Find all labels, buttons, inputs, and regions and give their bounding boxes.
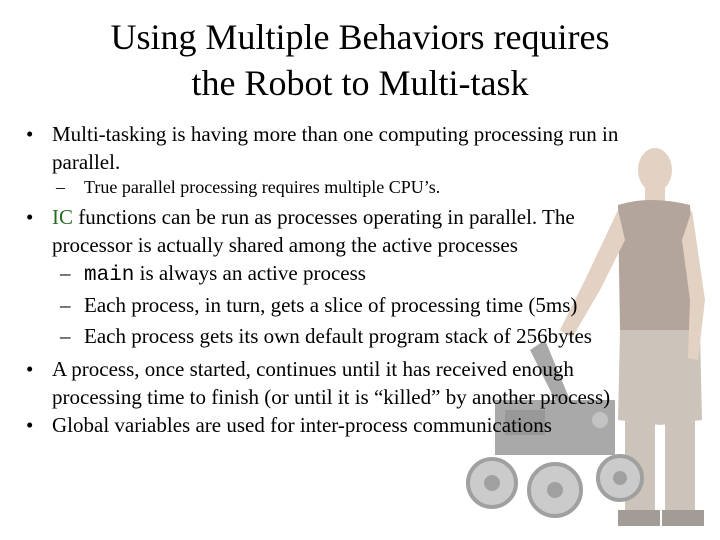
title-line-2: the Robot to Multi-task — [191, 63, 529, 103]
subbullet-text: is always an active process — [134, 261, 366, 285]
bullet-marker: • — [26, 122, 34, 146]
bullet-process-started — [26, 355, 611, 411]
title-line-1: Using Multiple Behaviors requires — [110, 17, 610, 57]
dash-marker: – — [60, 293, 71, 317]
code-main: main — [84, 264, 135, 287]
bullet-text-line — [52, 203, 575, 231]
subbullet-text: Each process gets its own default program stack of 256bytes — [84, 324, 592, 348]
bullet-multitasking — [26, 120, 619, 176]
bullet-text-line: processor is actually shared among the active processes — [52, 233, 518, 257]
subbullet-true-parallel — [56, 176, 441, 198]
subbullet-time-slice — [60, 291, 578, 319]
subbullet-text: Each process, in turn, gets a slice of processing time (5ms) — [84, 293, 578, 317]
bullet-text-line: processing time to finish (or until it is “killed” by another process) — [52, 385, 611, 409]
bullet-global-variables — [26, 411, 552, 439]
slide-title — [40, 14, 680, 106]
bullet-text-rest: functions can be run as processes operating in parallel. The — [73, 205, 575, 229]
subbullet-main-active — [60, 259, 366, 290]
bullet-text-line: parallel. — [52, 150, 121, 174]
bullet-marker: • — [26, 357, 34, 381]
bullet-marker: • — [26, 413, 34, 437]
bullet-marker: • — [26, 205, 34, 229]
subbullet-text: True parallel processing requires multiple CPU’s. — [84, 177, 441, 197]
bullet-ic-functions — [26, 203, 575, 259]
subbullet-program-stack — [60, 322, 592, 350]
dash-marker: – — [56, 177, 65, 197]
dash-marker: – — [60, 261, 71, 285]
bullet-text-line: Global variables are used for inter-process communications — [52, 413, 552, 437]
ic-keyword: IC — [52, 205, 73, 229]
bullet-text-line: A process, once started, continues until it has received enough — [52, 357, 574, 381]
dash-marker: – — [60, 324, 71, 348]
bullet-text-line: Multi-tasking is having more than one computing processing run in — [52, 122, 619, 146]
